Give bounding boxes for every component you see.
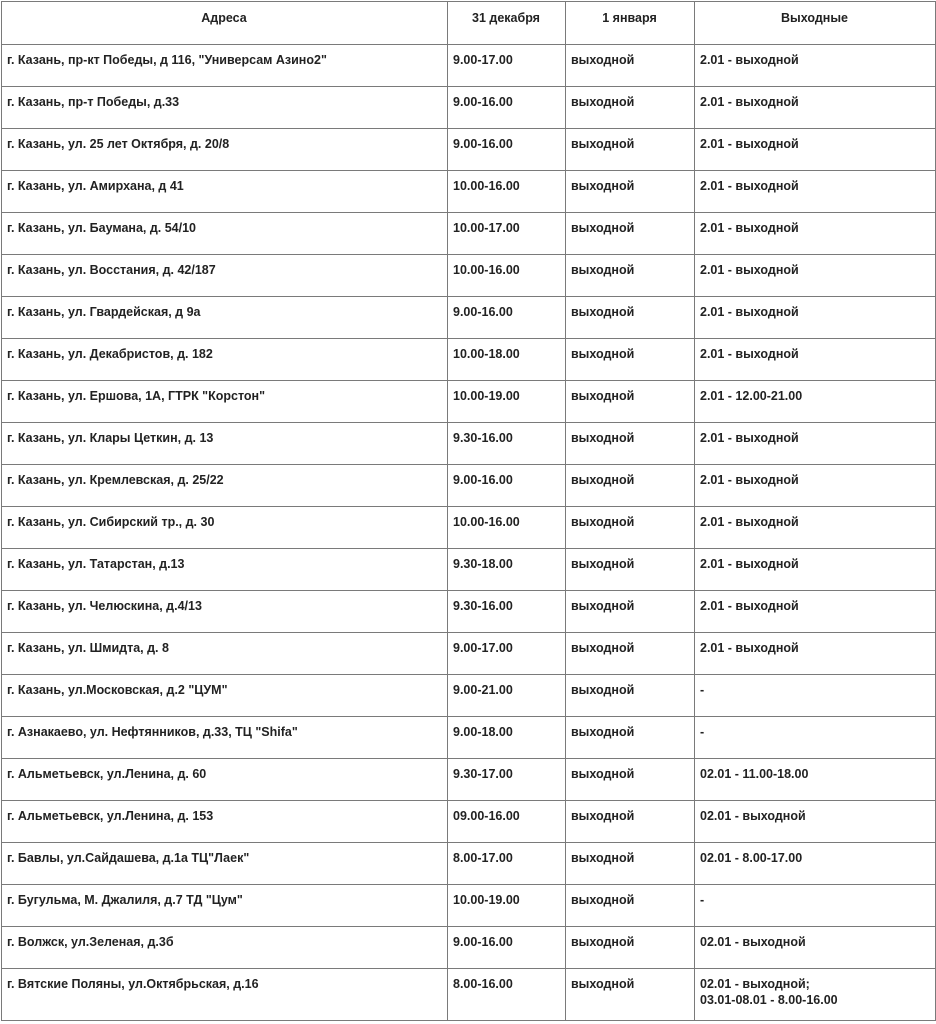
table-row	[2, 465, 936, 507]
jan1-hours-cell: выходной	[566, 507, 695, 549]
table-row	[2, 381, 936, 423]
table-row	[2, 423, 936, 465]
holidays-cell	[695, 969, 936, 1021]
address-cell: г. Альметьевск, ул.Ленина, д. 153	[2, 801, 448, 843]
holidays-cell	[695, 213, 936, 255]
address-cell: г. Казань, ул. Амирхана, д 41	[2, 171, 448, 213]
address-cell: г. Казань, ул. Татарстан, д.13	[2, 549, 448, 591]
jan1-hours-cell: выходной	[566, 969, 695, 1021]
jan1-hours-cell: выходной	[566, 213, 695, 255]
holidays-line: 2.01 - 12.00-21.00	[700, 389, 803, 403]
address-cell: г. Казань, ул. Челюскина, д.4/13	[2, 591, 448, 633]
holidays-cell	[695, 801, 936, 843]
holidays-line: 2.01 - выходной	[700, 179, 799, 193]
holidays-line: 03.01-08.01 - 8.00-16.00	[700, 993, 838, 1007]
address-cell: г. Казань, ул. Шмидта, д. 8	[2, 633, 448, 675]
table-row	[2, 801, 936, 843]
holidays-cell	[695, 675, 936, 717]
address-cell: г. Вятские Поляны, ул.Октябрьская, д.16	[2, 969, 448, 1021]
jan1-hours-cell: выходной	[566, 549, 695, 591]
holidays-line: 2.01 - выходной	[700, 53, 799, 67]
holidays-cell	[695, 381, 936, 423]
table-body	[2, 45, 936, 1021]
dec31-hours-cell: 10.00-18.00	[448, 339, 566, 381]
holidays-line: -	[700, 725, 705, 739]
dec31-hours-cell: 9.00-16.00	[448, 297, 566, 339]
dec31-hours-cell: 10.00-16.00	[448, 507, 566, 549]
jan1-hours-cell: выходной	[566, 297, 695, 339]
dec31-hours-cell: 9.30-17.00	[448, 759, 566, 801]
dec31-hours-cell: 10.00-19.00	[448, 885, 566, 927]
dec31-hours-cell: 9.30-16.00	[448, 423, 566, 465]
dec31-hours-cell: 9.30-18.00	[448, 549, 566, 591]
table-row	[2, 213, 936, 255]
dec31-hours-cell: 9.00-17.00	[448, 45, 566, 87]
holidays-cell	[695, 843, 936, 885]
jan1-hours-cell: выходной	[566, 423, 695, 465]
jan1-hours-cell: выходной	[566, 843, 695, 885]
holidays-cell	[695, 297, 936, 339]
jan1-hours-cell: выходной	[566, 633, 695, 675]
dec31-hours-cell: 9.30-16.00	[448, 591, 566, 633]
header-holidays: Выходные	[695, 2, 936, 45]
jan1-hours-cell: выходной	[566, 759, 695, 801]
address-cell: г. Казань, ул. 25 лет Октября, д. 20/8	[2, 129, 448, 171]
table-row	[2, 675, 936, 717]
table-row	[2, 885, 936, 927]
table-row	[2, 717, 936, 759]
holidays-cell	[695, 255, 936, 297]
jan1-hours-cell: выходной	[566, 87, 695, 129]
holidays-cell	[695, 633, 936, 675]
jan1-hours-cell: выходной	[566, 591, 695, 633]
table-row	[2, 549, 936, 591]
holidays-line: -	[700, 683, 705, 697]
table-row	[2, 591, 936, 633]
address-cell: г. Азнакаево, ул. Нефтянников, д.33, ТЦ "Shifa"	[2, 717, 448, 759]
table-row	[2, 969, 936, 1021]
table-row	[2, 927, 936, 969]
holidays-cell	[695, 591, 936, 633]
table-row	[2, 633, 936, 675]
holidays-line: 02.01 - выходной	[700, 809, 806, 823]
holidays-line: 2.01 - выходной	[700, 599, 799, 613]
holidays-line: 2.01 - выходной	[700, 641, 799, 655]
dec31-hours-cell: 10.00-16.00	[448, 255, 566, 297]
dec31-hours-cell: 9.00-16.00	[448, 87, 566, 129]
jan1-hours-cell: выходной	[566, 381, 695, 423]
dec31-hours-cell: 10.00-17.00	[448, 213, 566, 255]
holidays-cell	[695, 759, 936, 801]
holidays-line: 02.01 - 11.00-18.00	[700, 767, 809, 781]
holidays-cell	[695, 927, 936, 969]
address-cell: г. Альметьевск, ул.Ленина, д. 60	[2, 759, 448, 801]
dec31-hours-cell: 09.00-16.00	[448, 801, 566, 843]
table-row	[2, 759, 936, 801]
dec31-hours-cell: 9.00-16.00	[448, 129, 566, 171]
jan1-hours-cell: выходной	[566, 675, 695, 717]
jan1-hours-cell: выходной	[566, 171, 695, 213]
jan1-hours-cell: выходной	[566, 927, 695, 969]
address-cell: г. Бугульма, М. Джалиля, д.7 ТД "Цум"	[2, 885, 448, 927]
address-cell: г. Казань, ул. Баумана, д. 54/10	[2, 213, 448, 255]
address-cell: г. Волжск, ул.Зеленая, д.3б	[2, 927, 448, 969]
table-row	[2, 507, 936, 549]
holidays-cell	[695, 885, 936, 927]
table-row	[2, 87, 936, 129]
jan1-hours-cell: выходной	[566, 339, 695, 381]
address-cell: г. Казань, ул. Кремлевская, д. 25/22	[2, 465, 448, 507]
dec31-hours-cell: 10.00-19.00	[448, 381, 566, 423]
dec31-hours-cell: 10.00-16.00	[448, 171, 566, 213]
header-jan1: 1 января	[566, 2, 695, 45]
holidays-cell	[695, 465, 936, 507]
jan1-hours-cell: выходной	[566, 465, 695, 507]
address-cell: г. Казань, пр-кт Победы, д 116, "Универсам Азино2"	[2, 45, 448, 87]
dec31-hours-cell: 8.00-17.00	[448, 843, 566, 885]
dec31-hours-cell: 9.00-16.00	[448, 465, 566, 507]
address-cell: г. Казань, пр-т Победы, д.33	[2, 87, 448, 129]
jan1-hours-cell: выходной	[566, 885, 695, 927]
address-cell: г. Казань, ул. Клары Цеткин, д. 13	[2, 423, 448, 465]
holidays-cell	[695, 171, 936, 213]
holidays-line: 2.01 - выходной	[700, 347, 799, 361]
address-cell: г. Казань, ул. Ершова, 1А, ГТРК "Корстон"	[2, 381, 448, 423]
holidays-cell	[695, 129, 936, 171]
holiday-schedule-table	[1, 1, 936, 1021]
holidays-cell	[695, 45, 936, 87]
address-cell: г. Казань, ул. Сибирский тр., д. 30	[2, 507, 448, 549]
holidays-line: 2.01 - выходной	[700, 473, 799, 487]
holidays-cell	[695, 507, 936, 549]
holidays-line: 2.01 - выходной	[700, 95, 799, 109]
jan1-hours-cell: выходной	[566, 801, 695, 843]
holidays-cell	[695, 339, 936, 381]
address-cell: г. Казань, ул. Восстания, д. 42/187	[2, 255, 448, 297]
table-row	[2, 45, 936, 87]
holidays-line: -	[700, 893, 705, 907]
table-row	[2, 297, 936, 339]
table-header-row	[2, 2, 936, 45]
holidays-line: 2.01 - выходной	[700, 515, 799, 529]
holidays-line: 02.01 - 8.00-17.00	[700, 851, 803, 865]
holidays-line: 2.01 - выходной	[700, 137, 799, 151]
table-row	[2, 255, 936, 297]
jan1-hours-cell: выходной	[566, 255, 695, 297]
dec31-hours-cell: 9.00-16.00	[448, 927, 566, 969]
holidays-cell	[695, 423, 936, 465]
holidays-line: 02.01 - выходной	[700, 935, 806, 949]
jan1-hours-cell: выходной	[566, 45, 695, 87]
holidays-line: 2.01 - выходной	[700, 305, 799, 319]
holidays-cell	[695, 717, 936, 759]
address-cell: г. Казань, ул.Московская, д.2 "ЦУМ"	[2, 675, 448, 717]
table-row	[2, 129, 936, 171]
dec31-hours-cell: 9.00-17.00	[448, 633, 566, 675]
holidays-cell	[695, 87, 936, 129]
holidays-line: 2.01 - выходной	[700, 557, 799, 571]
holidays-line: 02.01 - выходной;	[700, 977, 810, 991]
address-cell: г. Казань, ул. Гвардейская, д 9а	[2, 297, 448, 339]
dec31-hours-cell: 9.00-21.00	[448, 675, 566, 717]
jan1-hours-cell: выходной	[566, 717, 695, 759]
dec31-hours-cell: 8.00-16.00	[448, 969, 566, 1021]
holidays-line: 2.01 - выходной	[700, 263, 799, 277]
address-cell: г. Казань, ул. Декабристов, д. 182	[2, 339, 448, 381]
table-row	[2, 339, 936, 381]
header-address: Адреса	[2, 2, 448, 45]
holidays-line: 2.01 - выходной	[700, 221, 799, 235]
table-row	[2, 843, 936, 885]
table-row	[2, 171, 936, 213]
header-dec31: 31 декабря	[448, 2, 566, 45]
holidays-cell	[695, 549, 936, 591]
jan1-hours-cell: выходной	[566, 129, 695, 171]
address-cell: г. Бавлы, ул.Сайдашева, д.1а ТЦ"Лаек"	[2, 843, 448, 885]
dec31-hours-cell: 9.00-18.00	[448, 717, 566, 759]
holidays-line: 2.01 - выходной	[700, 431, 799, 445]
